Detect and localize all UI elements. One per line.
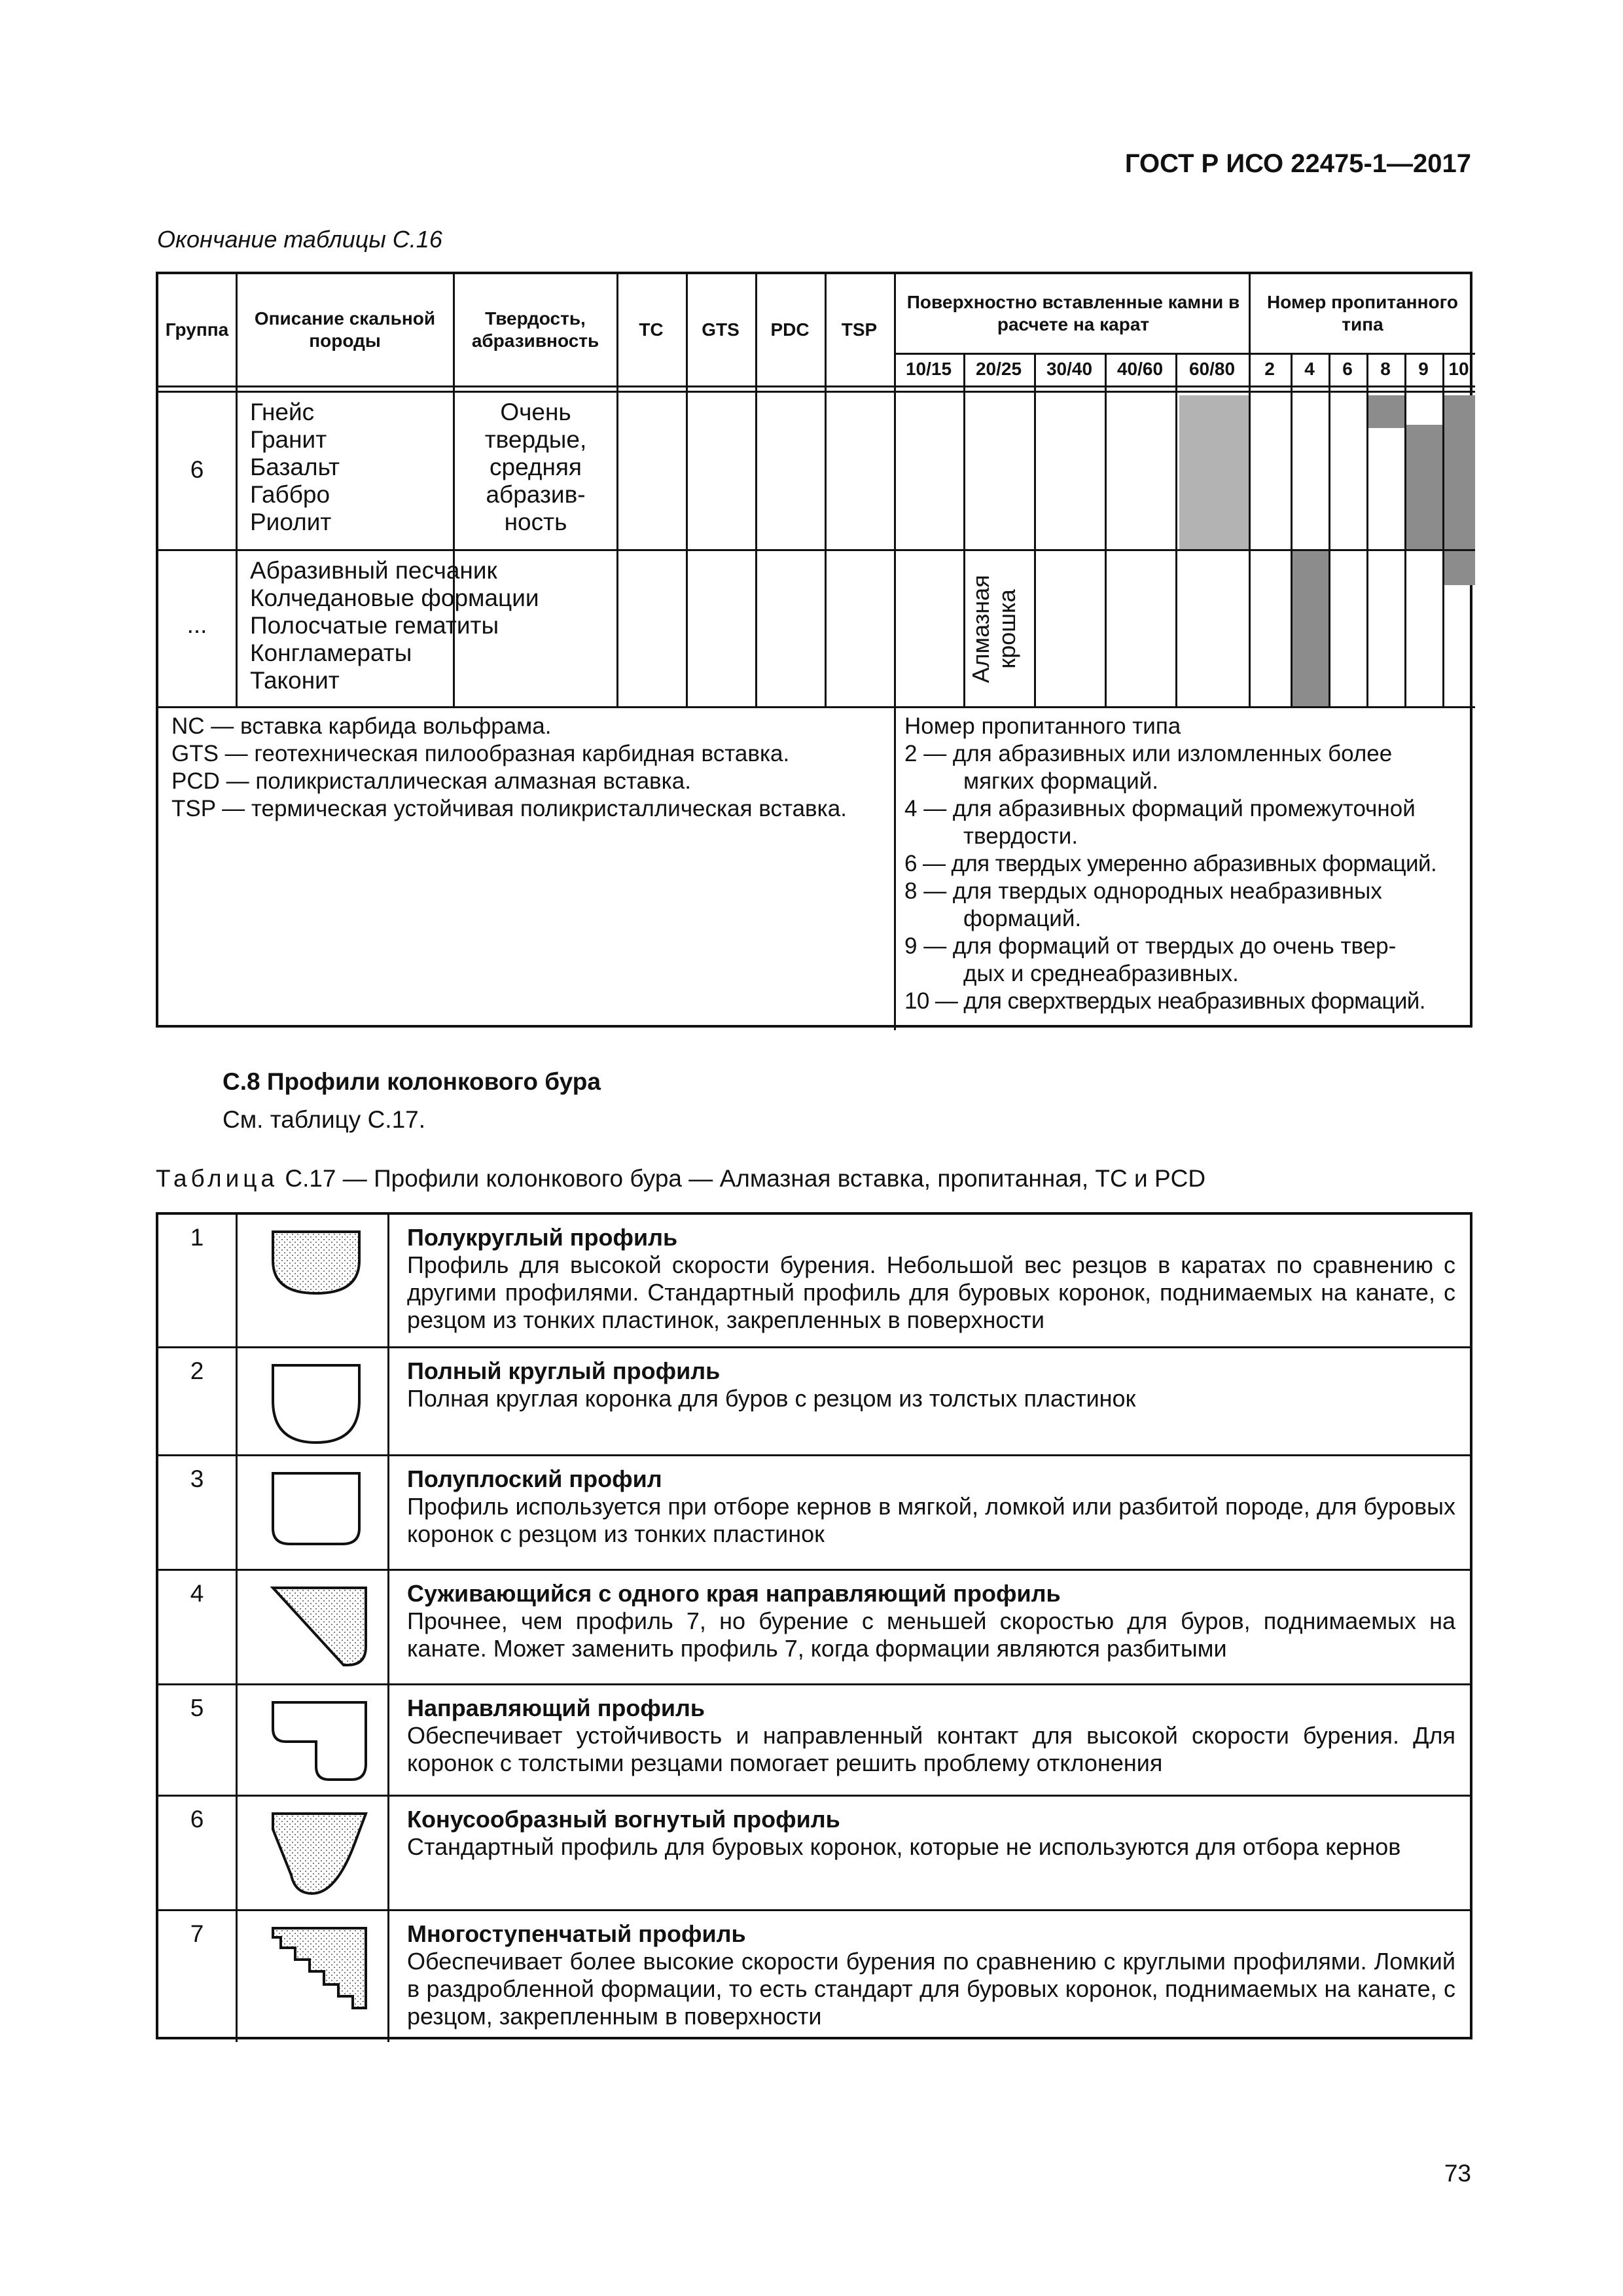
profile-description [407, 1224, 1455, 1334]
profile-figure [236, 1348, 389, 1454]
header-hardness: Твердость, абразивность [471, 308, 599, 351]
hline [158, 706, 1475, 708]
note-line: 2 — для абразивных или изломленных более [904, 741, 1393, 766]
profile-title: Конусообразный вогнутый профиль [407, 1806, 840, 1833]
profile-description [407, 1580, 1455, 1662]
vline [1175, 353, 1177, 706]
header-impregnated-type: Номер пропитанного типа [1267, 292, 1458, 334]
header-tsp: TSP [841, 319, 878, 340]
row1-rocks [250, 399, 446, 536]
profile-description [407, 1920, 1455, 2030]
profile-figure [236, 1911, 389, 2042]
vline [236, 274, 238, 706]
profile-figure [236, 1456, 389, 1569]
table-row [158, 1797, 1470, 1911]
note-line: 8 — для твердых однородных неабразивных [904, 878, 1382, 904]
profile-number: 5 [190, 1695, 204, 1721]
hardness-line: твердые, [484, 426, 587, 453]
vline [1366, 353, 1368, 706]
hline [158, 549, 1475, 551]
profile-number: 1 [190, 1224, 204, 1251]
shade-type-10 [1442, 395, 1475, 585]
hardness-line: средняя [490, 454, 582, 480]
header-type-4: 4 [1304, 359, 1315, 380]
conical-concave-profile-icon [270, 1810, 368, 1898]
header-type-8: 8 [1380, 359, 1391, 380]
vertical-line: крошка [993, 589, 1020, 669]
table-row [158, 1456, 1470, 1571]
row2-rocks [250, 557, 616, 694]
table-continuation-caption: Окончание таблицы С.16 [157, 226, 442, 253]
vline [1291, 353, 1293, 706]
vline [894, 274, 896, 1030]
header-type-6: 6 [1342, 359, 1353, 380]
profile-number: 2 [190, 1357, 204, 1384]
profile-number: 3 [190, 1465, 204, 1492]
rock-name: Конгламераты [250, 639, 412, 666]
note-line: мягких формаций. [963, 768, 1158, 794]
note-line: 10 — для сверхтвердых неабразивных формаций. [904, 988, 1425, 1014]
pilot-profile-icon [270, 1698, 368, 1784]
table-row [158, 1215, 1470, 1348]
header-tc: TC [639, 319, 664, 340]
hardness-line: ность [504, 509, 567, 535]
header-surface-stones: Поверхностно вставленные камни в расчете на карат [906, 292, 1240, 334]
vline [963, 353, 965, 706]
rock-name: Абразивный песчаник [250, 557, 497, 584]
profile-description [407, 1806, 1455, 1861]
header-carat-60-80: 60/80 [1188, 359, 1236, 380]
header-description: Описание скальной породы [254, 308, 436, 351]
profile-text: Обеспечивает более высокие скорости бурения по сравнению с круглыми профилями. Ломкий в раздробленной формации, то есть стандарт для буровых коронок, поднимаемых на канате, с резцом, закрепленным в поверхности [407, 1948, 1455, 2030]
note-line: GTS — геотехническая пилообразная карбидная вставка. [171, 741, 790, 766]
profile-figure [236, 1685, 389, 1795]
header-type-2: 2 [1264, 359, 1275, 380]
semi-flat-profile-icon [270, 1469, 362, 1548]
profile-title: Полуплоский профил [407, 1465, 662, 1492]
page-number: 73 [1444, 2160, 1471, 2187]
header-group: Группа [165, 319, 229, 340]
profile-text: Полная круглая коронка для буров с резцом из толстых пластинок [407, 1385, 1136, 1412]
table-c16 [156, 272, 1472, 1028]
rock-name: Полосчатые гематиты [250, 612, 499, 639]
shade-60-80 [1179, 395, 1249, 551]
table-row [158, 1348, 1470, 1456]
document-code: ГОСТ Р ИСО 22475-1—2017 [1124, 149, 1471, 178]
note-line: PCD — поликристаллическая алмазная вставка. [171, 768, 691, 794]
hline [158, 391, 1475, 393]
profile-number: 6 [190, 1806, 204, 1833]
caption-text: С.17 — Профили колонкового бура — Алмазная вставка, пропитанная, TC и PCD [278, 1165, 1206, 1192]
caption-prefix: Таблица [156, 1165, 279, 1192]
shade-type-4 [1291, 549, 1329, 706]
note-line: формаций. [963, 906, 1082, 931]
shade-type-8 [1366, 395, 1404, 428]
profile-title: Суживающийся с одного края направляющий профиль [407, 1580, 1061, 1607]
vline [1329, 353, 1330, 706]
profile-text: Профиль используется при отборе кернов в мягкой, ломкой или разбитой породе, для буровых коронок с резцом из тонких пластинок [407, 1493, 1455, 1547]
profile-description [407, 1357, 1455, 1412]
note-line: Номер пропитанного типа [904, 713, 1181, 739]
header-gts: GTS [702, 319, 740, 340]
shade-type-9 [1404, 425, 1442, 551]
profile-figure [236, 1215, 389, 1346]
rock-name: Гнейс [250, 399, 315, 425]
vline [1249, 274, 1251, 706]
table-c17 [156, 1212, 1472, 2039]
note-line: 9 — для формаций от твердых до очень твер- [904, 933, 1397, 959]
note-line: NC — вставка карбида вольфрама. [171, 713, 552, 739]
table-row [158, 1571, 1470, 1685]
rock-name: Колчедановые формации [250, 584, 539, 611]
profile-title: Многоступенчатый профиль [407, 1920, 746, 1947]
note-line: 4 — для абразивных формаций промежуточной [904, 796, 1416, 821]
profile-title: Полукруглый профиль [407, 1224, 678, 1251]
header-pdc: PDC [770, 319, 810, 340]
header-carat-40-60: 40/60 [1116, 359, 1164, 380]
profile-text: Стандартный профиль для буровых коронок, которые не используются для отбора кернов [407, 1833, 1401, 1860]
vline [1442, 353, 1444, 706]
table-row [158, 1911, 1470, 2042]
rock-name: Риолит [250, 509, 332, 535]
header-type-10: 10 [1448, 359, 1469, 380]
table-row [158, 1685, 1470, 1797]
header-carat-10-15: 10/15 [905, 359, 952, 380]
header-carat-30-40: 30/40 [1046, 359, 1093, 380]
section-subtitle: См. таблицу С.17. [223, 1106, 426, 1133]
note-line: твердости. [963, 823, 1079, 849]
profile-title: Полный круглый профиль [407, 1357, 721, 1384]
vline [1105, 353, 1107, 706]
note-line: 6 — для твердых умеренно абразивных формаций. [904, 851, 1437, 876]
header-type-9: 9 [1418, 359, 1429, 380]
vertical-line: Алмазная [967, 575, 994, 683]
row1-hardness [455, 399, 616, 536]
row1-group: 6 [190, 456, 204, 483]
profile-figure [236, 1797, 389, 1909]
profile-text: Профиль для высокой скорости бурения. Небольшой вес резцов в каратах по сравнению с другими профилями. Стандартный профиль для буровых коронок, поднимаемых на канате, с резцом из тонких пластинок, закрепленных в поверхности [407, 1251, 1455, 1333]
header-carat-20-25: 20/25 [975, 359, 1022, 380]
profile-text: Прочнее, чем профиль 7, но бурение с меньшей скоростью для буров, поднимаемых на канате. Может заменить профиль 7, когда формации являются разбитыми [407, 1607, 1455, 1662]
profile-description [407, 1695, 1455, 1777]
profile-text: Обеспечивает устойчивость и направленный контакт для высокой скорости бурения. Для коронок с толстыми резцами помогает решить проблему отклонения [407, 1722, 1455, 1776]
full-round-profile-icon [270, 1361, 362, 1446]
profile-number: 4 [190, 1580, 204, 1607]
row2-group: ... [187, 611, 207, 638]
notes-left [171, 713, 885, 823]
hardness-line: Очень [500, 399, 571, 425]
profile-number: 7 [190, 1920, 204, 1947]
rock-name: Габбро [250, 481, 330, 508]
profile-figure [236, 1571, 389, 1683]
rock-name: Базальт [250, 454, 340, 480]
profile-description [407, 1465, 1455, 1548]
section-title: С.8 Профили колонкового бура [223, 1068, 601, 1095]
vline [1034, 353, 1036, 706]
rock-name: Гранит [250, 426, 327, 453]
hardness-line: абразив- [486, 481, 586, 508]
hline [158, 386, 1475, 387]
table-c17-caption [156, 1165, 1205, 1193]
notes-right [904, 713, 1471, 1015]
diamond-crumb-vertical-label [968, 567, 1023, 691]
note-line: дых и среднеабразивных. [963, 961, 1239, 986]
vline [1404, 353, 1406, 706]
multi-step-profile-icon [270, 1924, 368, 2013]
note-line: TSP — термическая устойчивая поликристаллическая вставка. [171, 796, 847, 821]
profile-title: Направляющий профиль [407, 1695, 705, 1721]
half-round-profile-icon [270, 1228, 362, 1300]
rock-name: Таконит [250, 667, 340, 694]
tapered-pilot-profile-icon [270, 1584, 368, 1669]
